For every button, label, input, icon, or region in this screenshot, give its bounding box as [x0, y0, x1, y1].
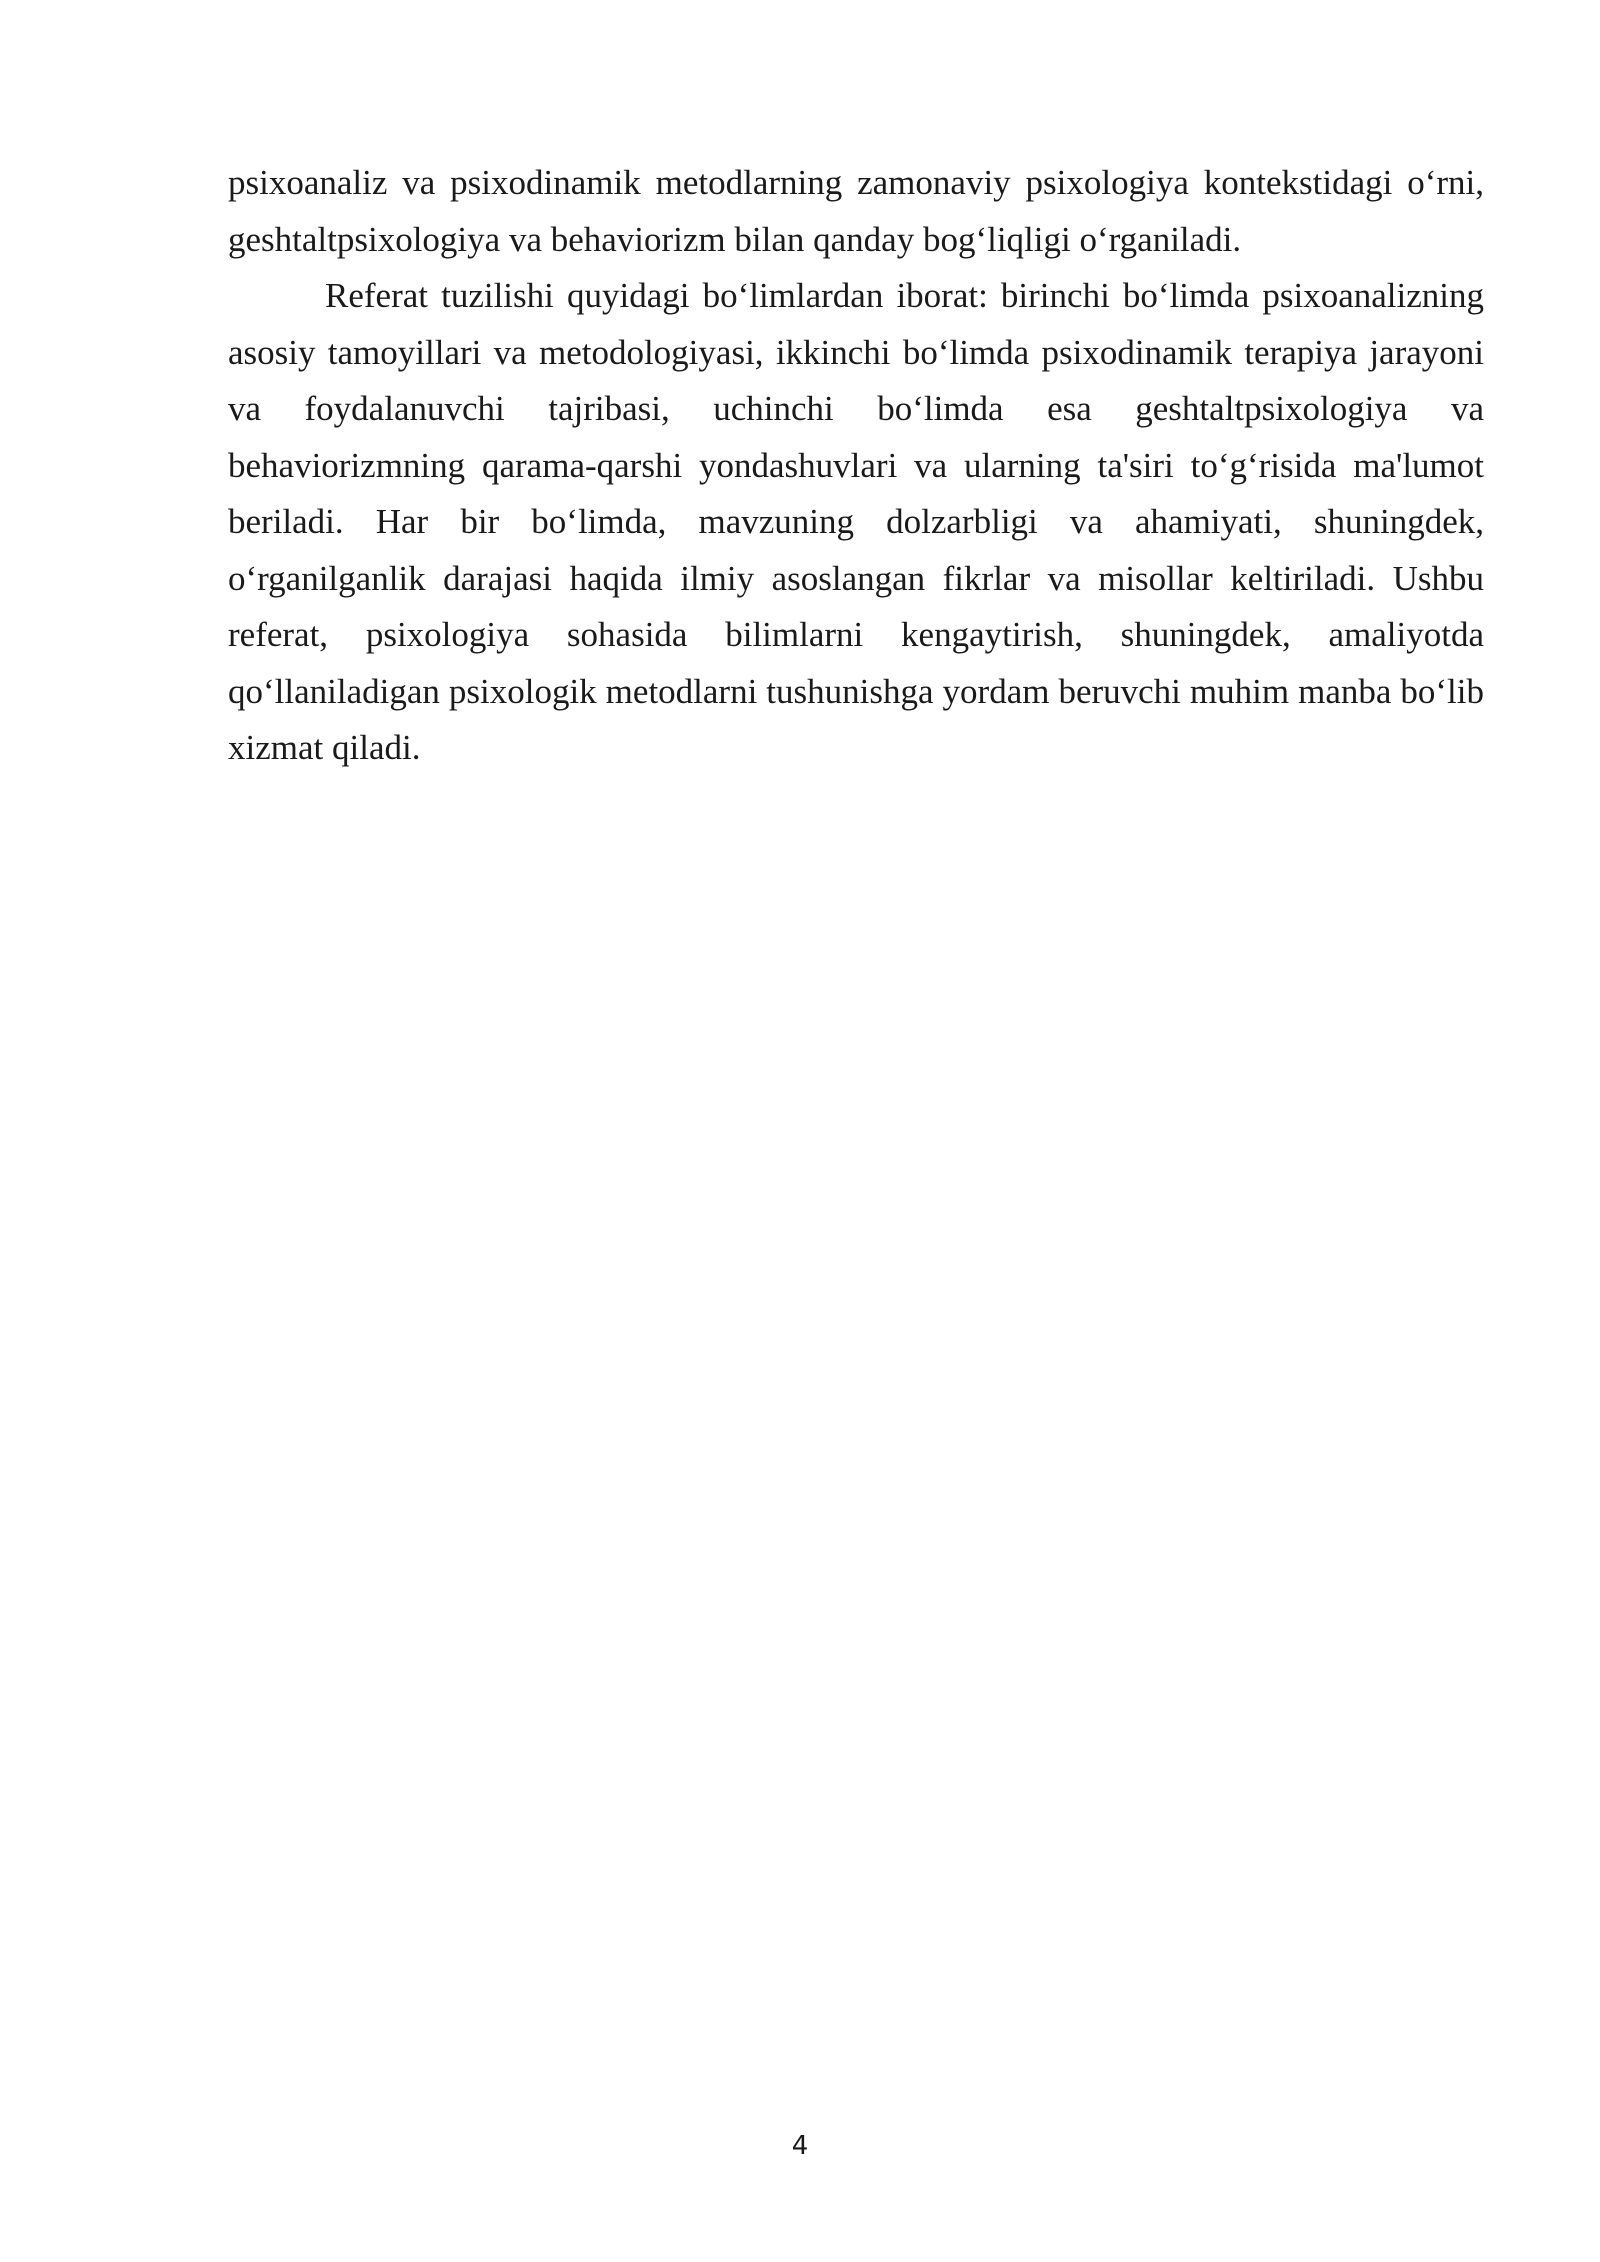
- paragraph-continuation: psixoanaliz va psixodinamik metodlarning zamonaviy psixologiya kontekstidagi o‘rni, geshtaltpsixologiya va behaviorizm bilan qanday bog‘liqligi o‘rganiladi.: [228, 163, 1484, 259]
- page-number: 4: [791, 2131, 809, 2161]
- paragraph-referat-structure: Referat tuzilishi quyidagi bo‘limlardan iborat: birinchi bo‘limda psixoanalizning asosiy tamoyillari va metodologiyasi, ikkinchi bo‘limda psixodinamik terapiya jarayoni va foydalanuvchi tajribasi, uchinchi bo‘limda esa geshtaltpsixologiya va behaviorizmning qarama-qarshi yondashuvlari va ularning ta'siri to‘g‘risida ma'lumot beriladi. Har bir bo‘limda, mavzuning dolzarbligi va ahamiyati, shuningdek, o‘rganilganlik darajasi haqida ilmiy asoslangan fikrlar va misollar keltiriladi. Ushbu referat, psixologiya sohasida bilimlarni kengaytirish, shuningdek, amaliyotda qo‘llaniladigan psixologik metodlarni tushunishga yordam beruvchi muhim manba bo‘lib xizmat qiladi.: [228, 276, 1484, 767]
- body-text: [228, 155, 1484, 777]
